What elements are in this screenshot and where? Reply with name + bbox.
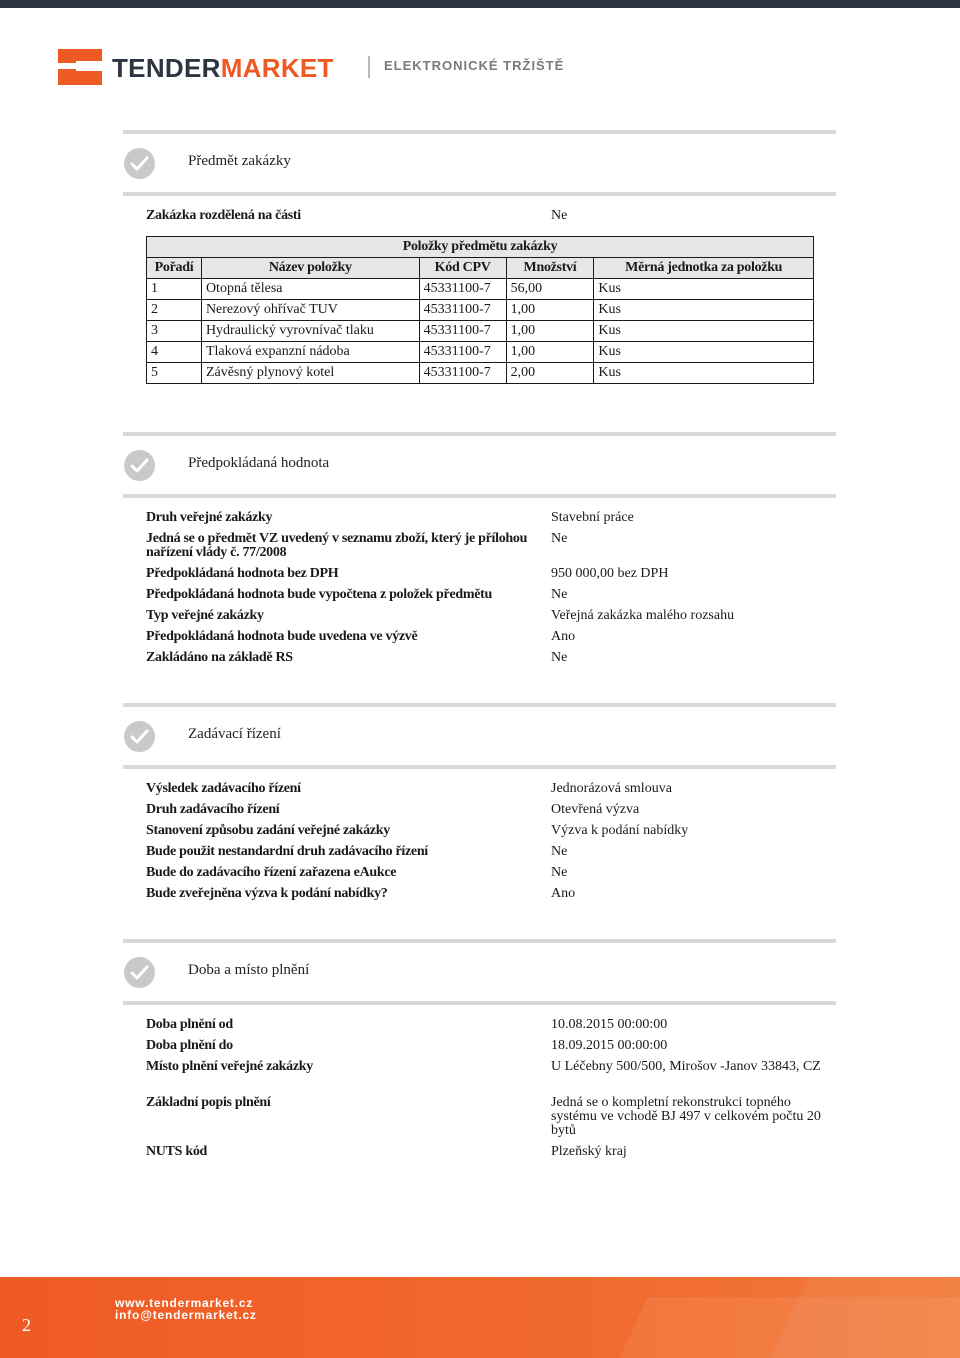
cell-order: 1 — [147, 279, 202, 300]
field-value: Ne — [551, 865, 568, 880]
field-value: Ne — [551, 531, 568, 546]
field-value: Stavební práce — [551, 510, 634, 525]
field-label: Místo plnění veřejné zakázky — [146, 1059, 313, 1074]
field-label: Výsledek zadávacího řízení — [146, 781, 301, 796]
field-label: Bude do zadávacího řízení zařazena eAukce — [146, 865, 397, 880]
section-divider — [123, 432, 836, 436]
field-label: Zakládáno na základě RS — [146, 650, 293, 665]
field-value: Ne — [551, 650, 568, 665]
logo-wordmark — [112, 51, 334, 85]
logo-brand-part1: TENDER — [112, 53, 221, 83]
field-label: Základní popis plnění — [146, 1095, 271, 1110]
top-bar — [0, 0, 960, 8]
column-header: Množství — [506, 258, 594, 279]
section-divider — [123, 494, 836, 498]
field-value: U Léčebny 500/500, Mirošov -Janov 33843, CZ — [551, 1059, 821, 1074]
cell-qty: 1,00 — [506, 342, 594, 363]
field-label: Typ veřejné zakázky — [146, 608, 264, 623]
field-value: Ne — [551, 844, 568, 859]
cell-unit: Kus — [594, 321, 814, 342]
section-title-plneni: Doba a místo plnění — [188, 962, 310, 978]
page-footer — [0, 1277, 960, 1358]
cell-cpv: 45331100-7 — [419, 342, 506, 363]
field-value: 10.08.2015 00:00:00 — [551, 1017, 668, 1032]
column-header: Název položky — [201, 258, 419, 279]
cell-qty: 2,00 — [506, 363, 594, 384]
field-value: Plzeňský kraj — [551, 1144, 627, 1159]
field-label: Druh zadávacího řízení — [146, 802, 280, 817]
table-row — [147, 363, 814, 384]
cell-name: Závěsný plynový kotel — [201, 363, 419, 384]
field-value: 18.09.2015 00:00:00 — [551, 1038, 668, 1053]
field-label: Předpokládaná hodnota bez DPH — [146, 566, 339, 581]
field-value: Veřejná zakázka malého rozsahu — [551, 608, 735, 623]
check-icon — [124, 450, 155, 481]
cell-unit: Kus — [594, 363, 814, 384]
items-table — [146, 236, 814, 384]
cell-name: Tlaková expanzní nádoba — [201, 342, 419, 363]
cell-order: 4 — [147, 342, 202, 363]
field-label: Předpokládaná hodnota bude vypočtena z položek předmětu — [146, 587, 492, 602]
field-label: Doba plnění do — [146, 1038, 233, 1053]
table-row — [147, 279, 814, 300]
field-value: Ne — [551, 208, 568, 223]
field-label: Zakázka rozdělená na části — [146, 208, 301, 223]
cell-name: Otopná tělesa — [201, 279, 419, 300]
section-divider — [123, 765, 836, 769]
cell-order: 5 — [147, 363, 202, 384]
logo-brand-part2: MARKET — [220, 53, 334, 83]
field-label: Jedná se o předmět VZ uvedený v seznamu zboží, který je přílohou nařízení vlády č. 77/2008 — [146, 531, 528, 560]
field-value: Ne — [551, 587, 568, 602]
field-value: 950 000,00 bez DPH — [551, 566, 669, 581]
footer-email-link[interactable]: info@tendermarket.cz — [115, 1308, 257, 1322]
section-divider — [123, 130, 836, 134]
table-row — [147, 342, 814, 363]
items-table-header-row — [147, 258, 814, 279]
field-label: Bude zveřejněna výzva k podání nabídky? — [146, 886, 388, 901]
field-value: Ano — [551, 886, 576, 901]
section-divider — [123, 703, 836, 707]
items-table-title: Položky předmětu zakázky — [147, 237, 814, 258]
field-label: Doba plnění od — [146, 1017, 233, 1032]
cell-qty: 56,00 — [506, 279, 594, 300]
field-label: Stanovení způsobu zadání veřejné zakázky — [146, 823, 390, 838]
section-title-predmet: Předmět zakázky — [188, 153, 291, 169]
page-number: 2 — [22, 1315, 31, 1335]
field-label: Bude použit nestandardní druh zadávacího řízení — [146, 844, 428, 859]
field-value: Ano — [551, 629, 576, 644]
check-icon — [124, 721, 155, 752]
field-label: NUTS kód — [146, 1144, 208, 1159]
logo-divider — [368, 56, 370, 78]
field-value: Jedná se o kompletní rekonstrukci topného systému ve vchodě BJ 497 v celkovém počtu 20 bytů — [551, 1095, 821, 1138]
cell-unit: Kus — [594, 300, 814, 321]
section-divider — [123, 939, 836, 943]
section-divider — [123, 192, 836, 196]
column-header: Měrná jednotka za položku — [594, 258, 814, 279]
cell-qty: 1,00 — [506, 300, 594, 321]
check-icon — [124, 957, 155, 988]
footer-website-link[interactable]: www.tendermarket.cz — [115, 1296, 254, 1310]
field-label: Druh veřejné zakázky — [146, 510, 273, 525]
column-header: Kód CPV — [419, 258, 506, 279]
table-row — [147, 300, 814, 321]
cell-qty: 1,00 — [506, 321, 594, 342]
footer-contact — [115, 1297, 257, 1321]
table-row — [147, 321, 814, 342]
cell-order: 2 — [147, 300, 202, 321]
field-label: Předpokládaná hodnota bude uvedena ve výzvě — [146, 629, 418, 644]
column-header: Pořadí — [147, 258, 202, 279]
cell-cpv: 45331100-7 — [419, 300, 506, 321]
section-divider — [123, 1001, 836, 1005]
cell-name: Nerezový ohřívač TUV — [201, 300, 419, 321]
cell-unit: Kus — [594, 342, 814, 363]
check-icon — [124, 148, 155, 179]
logo-tagline: ELEKTRONICKÉ TRŽIŠTĚ — [384, 58, 565, 73]
cell-cpv: 45331100-7 — [419, 321, 506, 342]
cell-order: 3 — [147, 321, 202, 342]
section-title-rizeni: Zadávací řízení — [188, 726, 281, 742]
cell-name: Hydraulický vyrovnívač tlaku — [201, 321, 419, 342]
cell-cpv: 45331100-7 — [419, 363, 506, 384]
items-table-caption-row — [147, 237, 814, 258]
cell-cpv: 45331100-7 — [419, 279, 506, 300]
field-value: Otevřená výzva — [551, 802, 640, 817]
field-value: Jednorázová smlouva — [551, 781, 672, 796]
cell-unit: Kus — [594, 279, 814, 300]
section-title-hodnota: Předpokládaná hodnota — [188, 455, 330, 471]
logo-mark-icon — [58, 49, 102, 85]
field-value: Výzva k podání nabídky — [551, 823, 689, 838]
